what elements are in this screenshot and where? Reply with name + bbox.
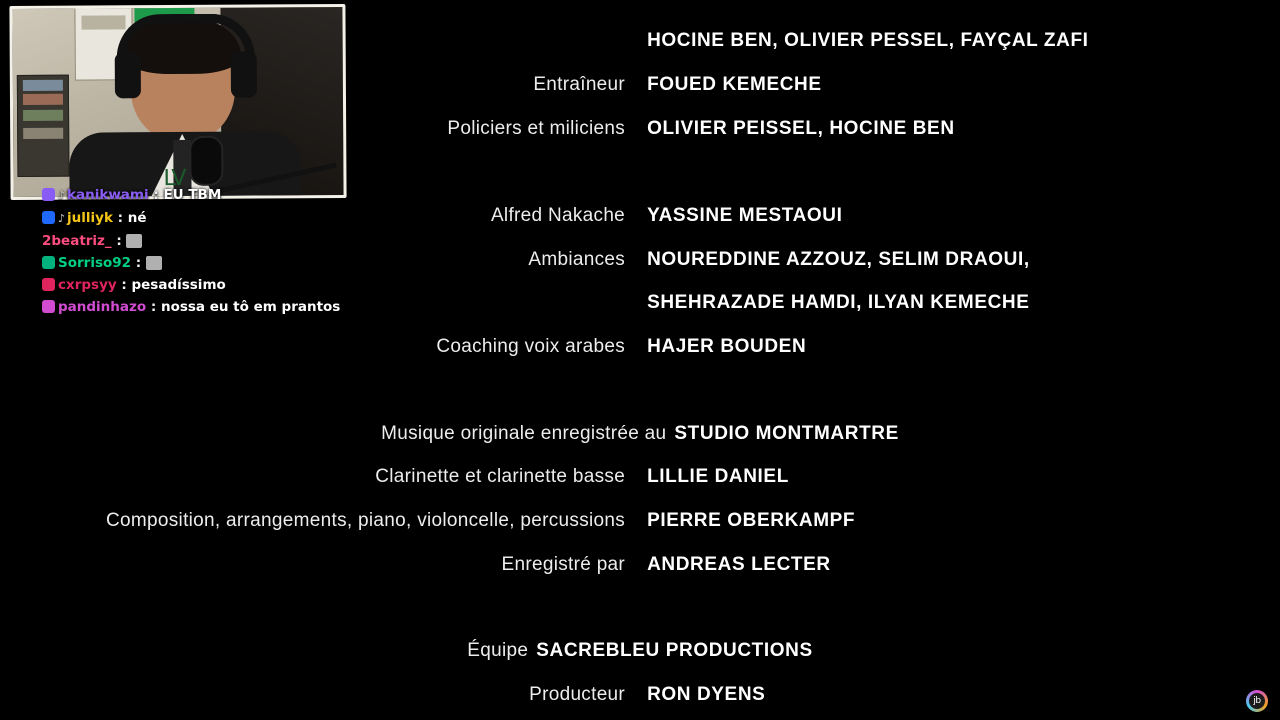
credit-row — [0, 510, 1280, 532]
credit-name: OLIVIER PEISSEL, HOCINE BEN — [647, 118, 955, 139]
chat-message-text: né — [127, 210, 147, 226]
chat-colon: : — [131, 255, 146, 271]
credit-role: Équipe — [467, 640, 529, 661]
chat-emote-icon — [126, 234, 142, 248]
credit-name: FOUED KEMECHE — [647, 74, 822, 95]
credit-row — [0, 466, 1280, 488]
brand-logo-text: LV — [163, 165, 185, 192]
credit-name: NOUREDDINE AZZOUZ, SELIM DRAOUI, — [647, 249, 1030, 270]
book — [23, 80, 63, 91]
credit-name: HOCINE BEN, OLIVIER PESSEL, FAYÇAL ZAFI — [647, 30, 1089, 51]
chat-username[interactable]: Sorriso92 — [58, 255, 132, 271]
credit-name: RON DYENS — [647, 684, 766, 705]
chat-username[interactable]: cxrpsyy — [58, 277, 117, 293]
credit-role: Policiers et miliciens — [447, 118, 626, 139]
chat-badge-icon — [42, 188, 55, 201]
bookshelf — [17, 75, 70, 177]
stream-watermark-text: jb — [1249, 693, 1265, 709]
chat-message — [42, 184, 372, 207]
chat-badge-glyph-icon: ♪ — [58, 189, 66, 202]
chat-message-text: EU TBM — [163, 187, 222, 203]
chat-colon: : — [148, 187, 164, 203]
credit-name: HAJER BOUDEN — [647, 336, 807, 357]
credit-row — [0, 423, 1280, 445]
credit-role: Producteur — [529, 684, 626, 705]
credit-role: Alfred Nakache — [490, 205, 626, 226]
book — [23, 110, 63, 121]
book — [23, 128, 63, 139]
credit-row — [0, 336, 1280, 358]
credit-row — [0, 684, 1280, 706]
credit-role: Entraîneur — [533, 74, 626, 95]
streamer-webcam-overlay — [9, 4, 346, 200]
credit-name: PIERRE OBERKAMPF — [647, 510, 856, 531]
credit-role: Ambiances — [528, 249, 626, 270]
credit-role: Enregistré par — [501, 554, 626, 575]
chat-badge-icon — [42, 256, 55, 269]
credit-name: ANDREAS LECTER — [647, 554, 831, 575]
headphone-left-icon — [115, 52, 141, 98]
chat-message-text: pesadíssimo — [131, 277, 226, 293]
stream-watermark-badge — [1246, 690, 1268, 712]
chat-message — [42, 230, 372, 252]
chat-badge-glyph-icon: ♪ — [58, 212, 66, 225]
chat-emote-icon — [146, 256, 162, 270]
chat-colon: : — [116, 277, 132, 293]
chat-username[interactable]: kanikwami — [67, 187, 149, 203]
book — [23, 94, 63, 105]
headphone-right-icon — [231, 52, 257, 98]
chat-colon: : — [111, 233, 127, 249]
chat-badge-icon — [42, 300, 55, 313]
chat-message — [42, 207, 372, 230]
credit-row — [0, 554, 1280, 576]
credit-role: Composition, arrangements, piano, violoncelle, percussions — [106, 510, 626, 531]
chat-message — [42, 274, 372, 296]
chat-message — [42, 296, 372, 318]
credit-row — [0, 640, 1280, 662]
chat-badge-icon — [42, 211, 55, 224]
credit-name: SHEHRAZADE HAMDI, ILYAN KEMECHE — [647, 292, 1030, 313]
chat-username[interactable]: pandinhazo — [58, 299, 147, 315]
chat-message — [42, 252, 372, 274]
chat-overlay[interactable] — [42, 184, 372, 318]
chat-message-text: nossa eu tô em prantos — [160, 299, 341, 315]
chat-badge-icon — [42, 278, 55, 291]
chat-colon: : — [112, 210, 128, 226]
credit-name: STUDIO MONTMARTRE — [674, 423, 899, 444]
credit-role: Musique originale enregistrée au — [381, 423, 667, 444]
credit-role: Coaching voix arabes — [436, 336, 626, 357]
credit-name: LILLIE DANIEL — [647, 466, 789, 487]
microphone-icon — [189, 136, 223, 186]
chat-username[interactable]: julliyk — [67, 210, 113, 226]
chat-colon: : — [146, 299, 161, 315]
credit-role: Clarinette et clarinette basse — [375, 466, 626, 487]
credit-name: YASSINE MESTAOUI — [647, 205, 843, 226]
chat-username[interactable]: 2beatriz_ — [42, 233, 112, 249]
credit-name: SACREBLEU PRODUCTIONS — [536, 640, 813, 661]
